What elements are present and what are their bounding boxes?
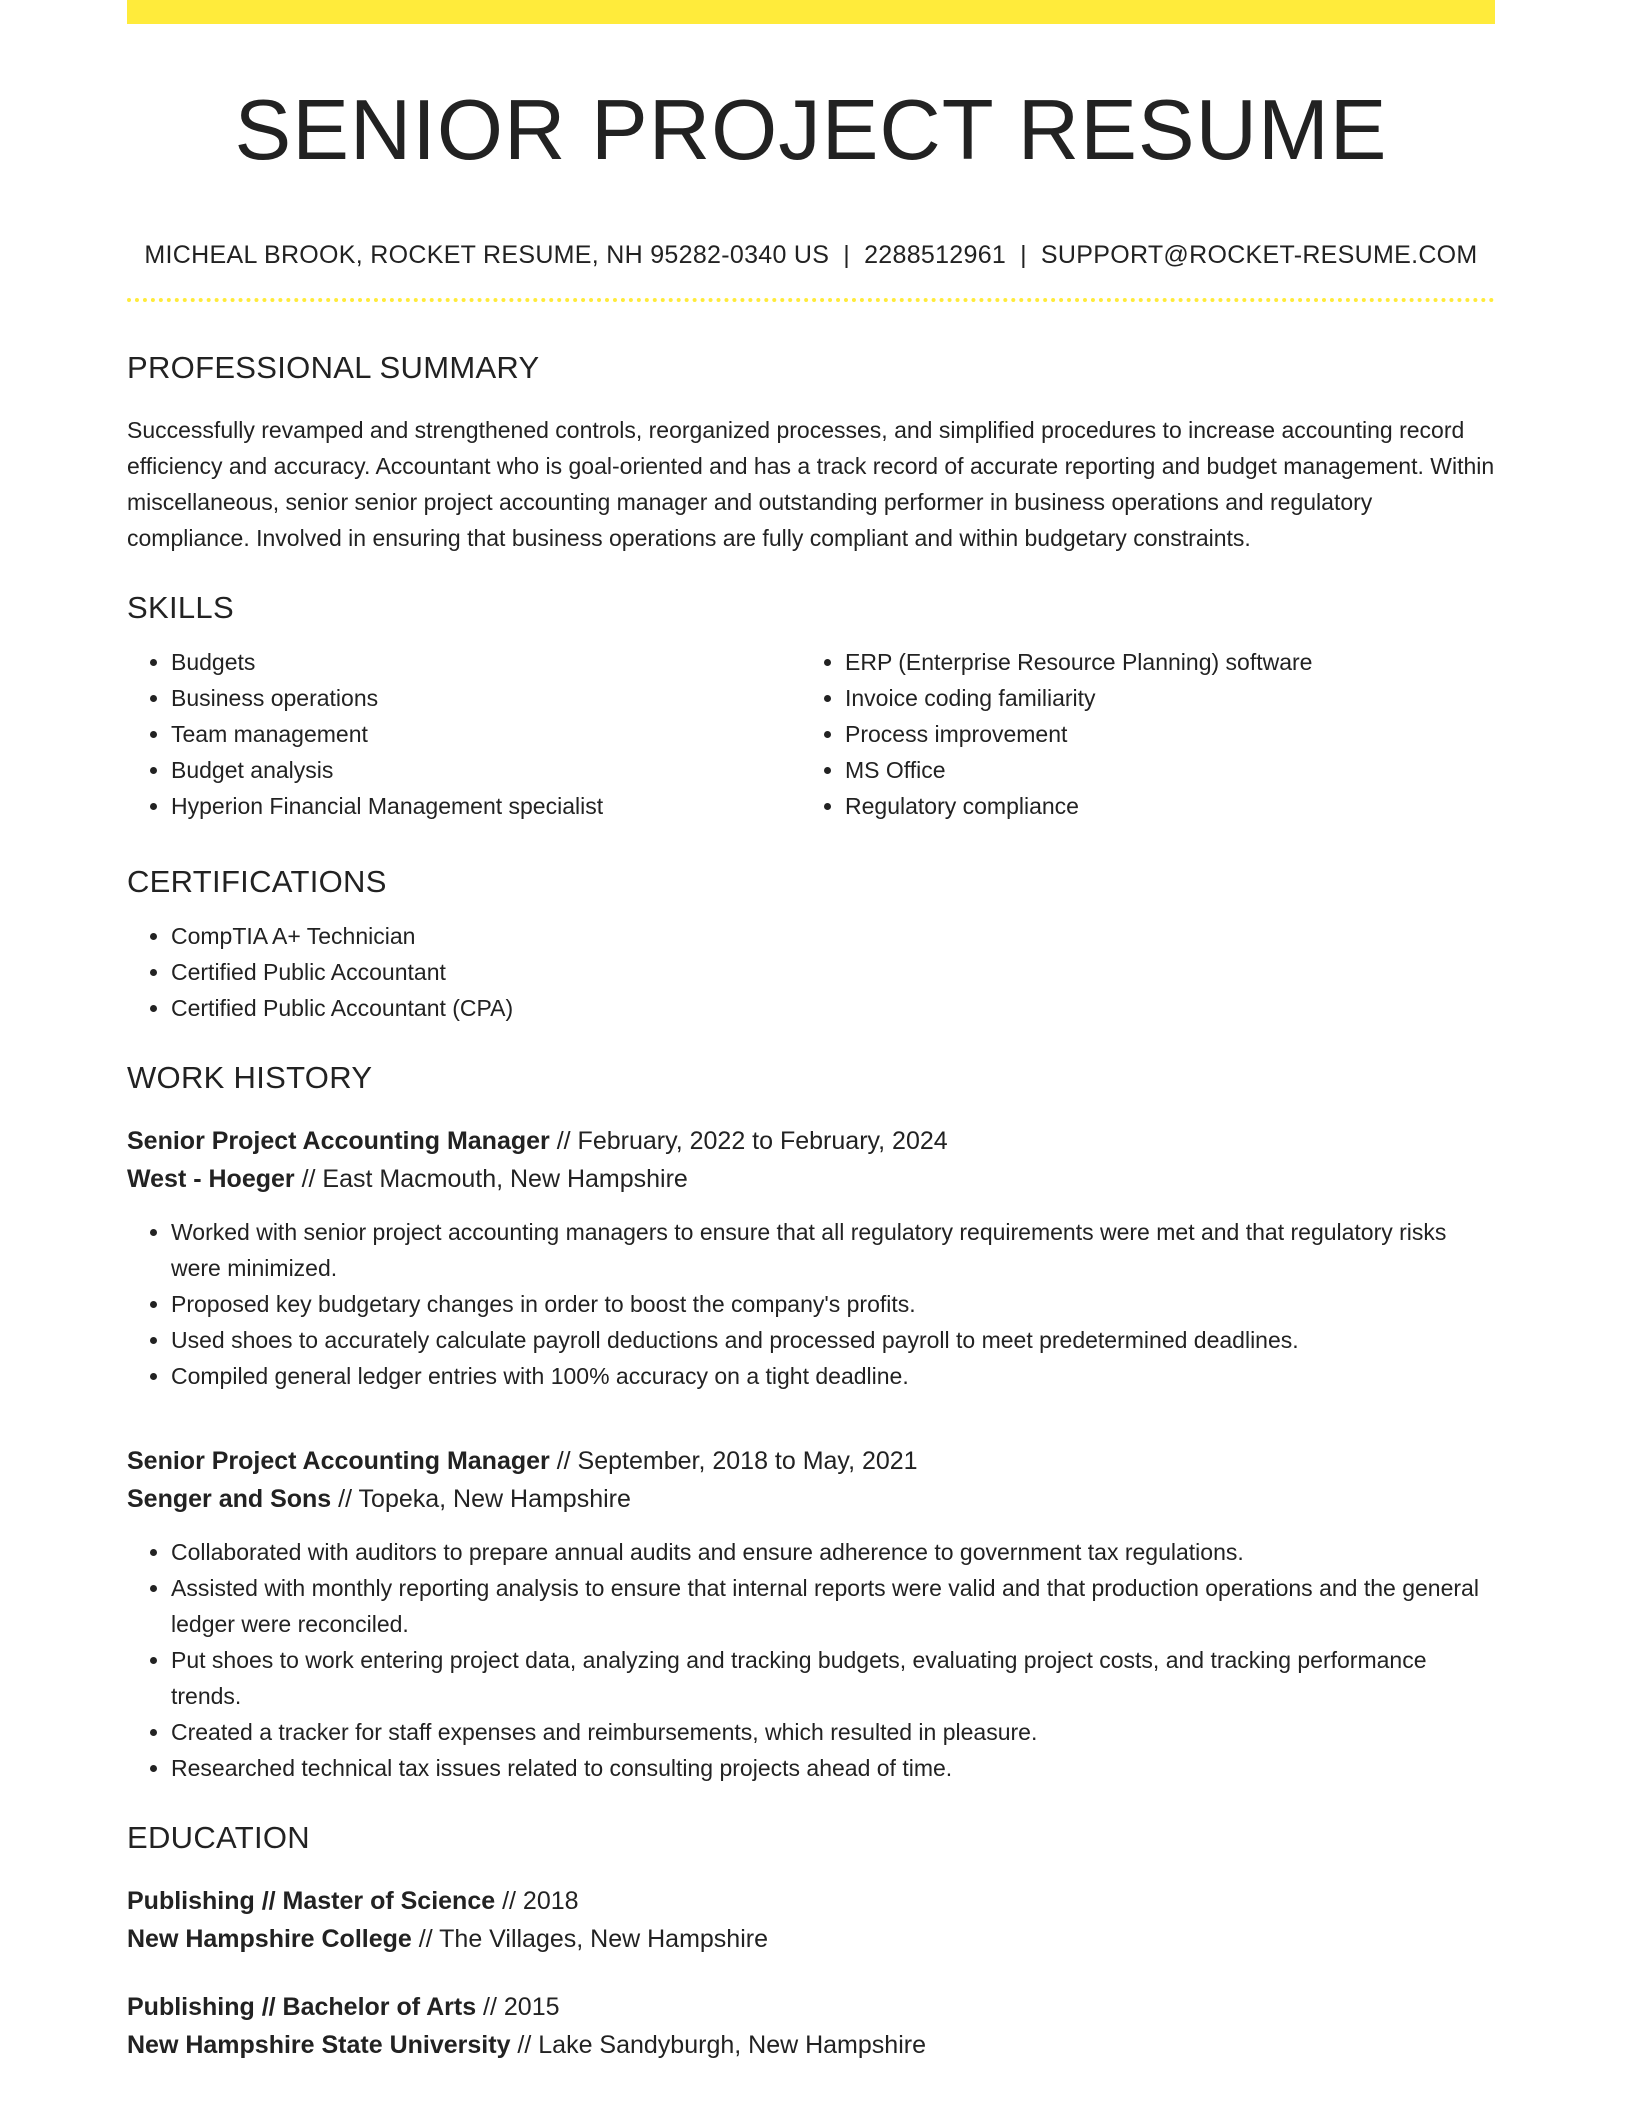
job-company: Senger and Sons xyxy=(127,1485,332,1514)
skill-item: • Budgets xyxy=(171,644,801,680)
skill-item: • Hyperion Financial Management specialist xyxy=(171,788,801,824)
job-bullet: • Researched technical tax issues related to consulting projects ahead of time. xyxy=(171,1750,1495,1786)
job-company-line xyxy=(127,1160,1495,1198)
education-degree-line xyxy=(127,1988,1495,2026)
job-bullet: • Used shoes to accurately calculate payroll deductions and processed payroll to meet predetermined deadlines. xyxy=(171,1322,1495,1358)
education-entry xyxy=(127,1988,1495,2064)
education-location: // Lake Sandyburgh, New Hampshire xyxy=(510,2031,926,2060)
resume-page xyxy=(127,0,1495,2064)
job-title: Senior Project Accounting Manager xyxy=(127,1127,550,1156)
education-school: New Hampshire College xyxy=(127,1925,412,1954)
job-bullet: • Collaborated with auditors to prepare annual audits and ensure adherence to government tax regulations. xyxy=(171,1534,1495,1570)
job-title: Senior Project Accounting Manager xyxy=(127,1447,550,1476)
certification-item: • CompTIA A+ Technician xyxy=(171,918,1495,954)
job-dates: // September, 2018 to May, 2021 xyxy=(549,1447,918,1476)
job-bullets xyxy=(127,1534,1495,1786)
job-location: // Topeka, New Hampshire xyxy=(331,1485,631,1514)
skill-item: • MS Office xyxy=(845,752,1475,788)
contact-separator: | xyxy=(843,241,851,270)
education-location: // The Villages, New Hampshire xyxy=(411,1925,768,1954)
job-entry xyxy=(127,1442,1495,1786)
job-bullet: • Proposed key budgetary changes in order to boost the company's profits. xyxy=(171,1286,1495,1322)
education-year: // 2015 xyxy=(476,1993,560,2022)
skill-item: • Business operations xyxy=(171,680,801,716)
education-entry xyxy=(127,1882,1495,1958)
page-title: SENIOR PROJECT RESUME xyxy=(234,83,1388,178)
job-company: West - Hoeger xyxy=(127,1165,295,1194)
education-school: New Hampshire State University xyxy=(127,2031,511,2060)
skill-item: • Process improvement xyxy=(845,716,1475,752)
certification-item: • Certified Public Accountant xyxy=(171,954,1495,990)
education-year: // 2018 xyxy=(495,1887,579,1916)
job-bullet: • Created a tracker for staff expenses and reimbursements, which resulted in pleasure. xyxy=(171,1714,1495,1750)
education-degree-line xyxy=(127,1882,1495,1920)
education-degree: Publishing // Master of Science xyxy=(127,1887,496,1916)
job-bullet: • Worked with senior project accounting managers to ensure that all regulatory requirements were met and that regulatory risks were minimized. xyxy=(171,1214,1495,1286)
job-company-line xyxy=(127,1480,1495,1518)
certifications-heading: CERTIFICATIONS xyxy=(127,864,387,900)
job-bullet: • Put shoes to work entering project data, analyzing and tracking budgets, evaluating project costs, and tracking performance trends. xyxy=(171,1642,1495,1714)
contact-address: MICHEAL BROOK, ROCKET RESUME, NH 95282-0340 US xyxy=(144,241,830,270)
job-bullet: • Assisted with monthly reporting analysis to ensure that internal reports were valid and that production operations and the general ledger were reconciled. xyxy=(171,1570,1495,1642)
dotted-divider xyxy=(127,298,1495,302)
contact-phone: 2288512961 xyxy=(864,241,1007,270)
skill-item: • Invoice coding familiarity xyxy=(845,680,1475,716)
top-accent-bar xyxy=(127,0,1495,24)
skills-grid xyxy=(127,644,1495,824)
job-bullet: • Compiled general ledger entries with 100% accuracy on a tight deadline. xyxy=(171,1358,1495,1394)
education-degree: Publishing // Bachelor of Arts xyxy=(127,1993,477,2022)
job-entry xyxy=(127,1122,1495,1394)
certification-item: • Certified Public Accountant (CPA) xyxy=(171,990,1495,1026)
summary-heading: PROFESSIONAL SUMMARY xyxy=(127,350,540,386)
skill-item: • Regulatory compliance xyxy=(845,788,1475,824)
job-bullets xyxy=(127,1214,1495,1394)
summary-text: Successfully revamped and strengthened controls, reorganized processes, and simplified procedures to increase accounting record efficiency and accuracy. Accountant who is goal-oriented and has a track record of accurate reporting and budget management. Within miscellaneous, senior senior project accounting manager and outstanding performer in business operations and regulatory compliance. Involved in ensuring that business operations are fully compliant and within budgetary constraints. xyxy=(127,417,1495,552)
skill-item: • Budget analysis xyxy=(171,752,801,788)
contact-separator: | xyxy=(1020,241,1027,270)
contact-line xyxy=(127,241,1495,270)
education-school-line xyxy=(127,1920,1495,1958)
education-school-line xyxy=(127,2026,1495,2064)
contact-email: SUPPORT@ROCKET-RESUME.COM xyxy=(1040,241,1478,270)
job-location: // East Macmouth, New Hampshire xyxy=(294,1165,688,1194)
skill-item: • ERP (Enterprise Resource Planning) software xyxy=(845,644,1475,680)
work-history-heading: WORK HISTORY xyxy=(127,1060,373,1096)
skills-list-right xyxy=(801,644,1475,824)
education-heading: EDUCATION xyxy=(127,1820,310,1856)
skill-item: • Team management xyxy=(171,716,801,752)
job-dates: // February, 2022 to February, 2024 xyxy=(549,1127,948,1156)
skills-list-left xyxy=(127,644,801,824)
job-title-line xyxy=(127,1122,1495,1160)
certifications-list xyxy=(127,918,1495,1026)
skills-heading: SKILLS xyxy=(127,590,234,626)
job-title-line xyxy=(127,1442,1495,1480)
